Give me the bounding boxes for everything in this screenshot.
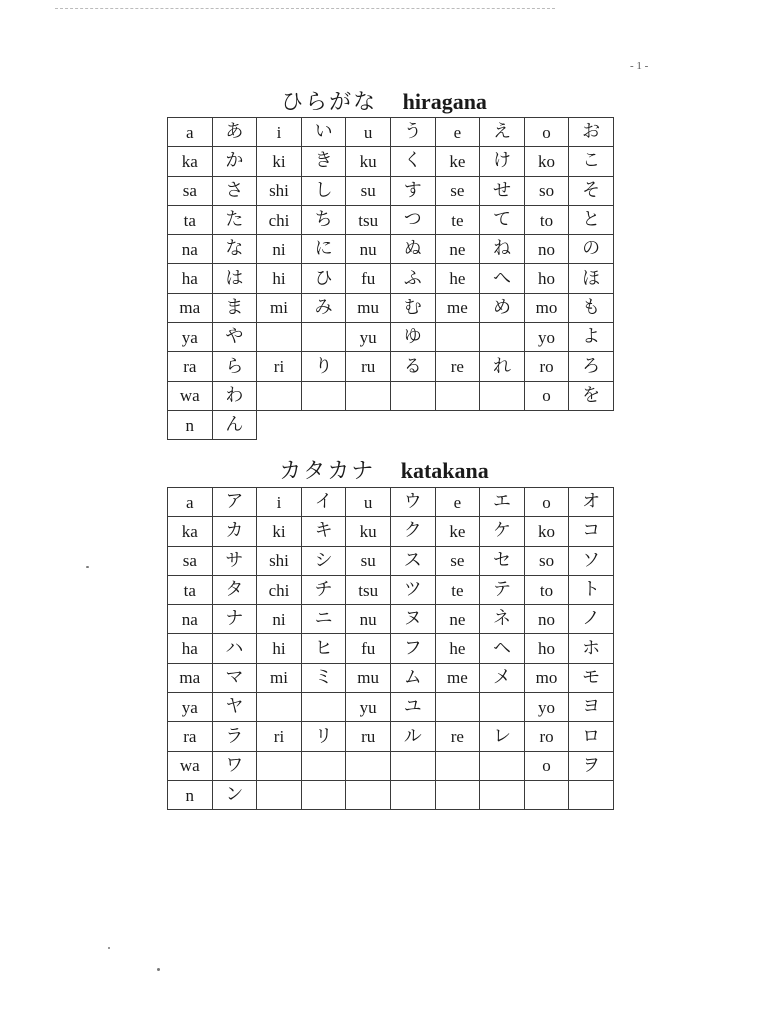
romaji-cell — [346, 780, 391, 809]
kana-cell: に — [301, 235, 346, 264]
katakana-row — [168, 634, 614, 663]
romaji-cell: hi — [257, 264, 302, 293]
blank-cell — [569, 410, 614, 439]
kana-cell: ろ — [569, 352, 614, 381]
romaji-cell: mo — [524, 293, 569, 322]
katakana-row — [168, 751, 614, 780]
kana-cell: ム — [390, 663, 435, 692]
kana-cell: ひ — [301, 264, 346, 293]
romaji-cell: e — [435, 488, 480, 517]
kana-cell: は — [212, 264, 257, 293]
romaji-cell: ra — [168, 352, 213, 381]
kana-cell: を — [569, 381, 614, 410]
kana-cell: る — [390, 352, 435, 381]
romaji-cell: ru — [346, 722, 391, 751]
kana-cell: テ — [480, 575, 525, 604]
kana-cell: カ — [212, 517, 257, 546]
romaji-cell: ko — [524, 517, 569, 546]
romaji-cell: chi — [257, 575, 302, 604]
kana-cell: い — [301, 118, 346, 147]
kana-cell: コ — [569, 517, 614, 546]
romaji-cell: ru — [346, 352, 391, 381]
kana-cell: ト — [569, 575, 614, 604]
kana-cell — [480, 381, 525, 410]
hiragana-title-en: hiragana — [402, 89, 487, 114]
katakana-table — [167, 487, 614, 810]
romaji-cell: nu — [346, 605, 391, 634]
romaji-cell: mi — [257, 663, 302, 692]
kana-cell: す — [390, 176, 435, 205]
romaji-cell: ko — [524, 147, 569, 176]
kana-cell: ス — [390, 546, 435, 575]
kana-cell: ソ — [569, 546, 614, 575]
romaji-cell: re — [435, 722, 480, 751]
romaji-cell: sa — [168, 176, 213, 205]
romaji-cell: yo — [524, 693, 569, 722]
romaji-cell: ku — [346, 517, 391, 546]
kana-cell: ち — [301, 205, 346, 234]
romaji-cell: ku — [346, 147, 391, 176]
romaji-cell — [435, 693, 480, 722]
kana-cell: む — [390, 293, 435, 322]
kana-cell: ユ — [390, 693, 435, 722]
kana-cell: く — [390, 147, 435, 176]
hiragana-title — [0, 88, 768, 116]
kana-cell: ラ — [212, 722, 257, 751]
romaji-cell: o — [524, 751, 569, 780]
page-number: - 1 - — [630, 60, 649, 72]
romaji-cell: se — [435, 176, 480, 205]
romaji-cell: na — [168, 235, 213, 264]
kana-cell: フ — [390, 634, 435, 663]
romaji-cell: so — [524, 176, 569, 205]
katakana-row — [168, 663, 614, 692]
romaji-cell: yu — [346, 323, 391, 352]
romaji-cell: wa — [168, 381, 213, 410]
kana-cell — [390, 381, 435, 410]
hiragana-row — [168, 410, 614, 439]
romaji-cell: e — [435, 118, 480, 147]
romaji-cell: ta — [168, 205, 213, 234]
hiragana-row — [168, 352, 614, 381]
kana-cell: シ — [301, 546, 346, 575]
kana-cell: め — [480, 293, 525, 322]
kana-cell — [480, 751, 525, 780]
kana-cell: ネ — [480, 605, 525, 634]
romaji-cell: su — [346, 546, 391, 575]
hiragana-row — [168, 293, 614, 322]
romaji-cell: tsu — [346, 575, 391, 604]
kana-cell: け — [480, 147, 525, 176]
romaji-cell: te — [435, 575, 480, 604]
romaji-cell: a — [168, 488, 213, 517]
romaji-cell: mu — [346, 663, 391, 692]
kana-cell: ア — [212, 488, 257, 517]
kana-cell — [301, 381, 346, 410]
kana-cell: セ — [480, 546, 525, 575]
kana-cell: チ — [301, 575, 346, 604]
kana-cell: あ — [212, 118, 257, 147]
romaji-cell: ke — [435, 147, 480, 176]
blank-cell — [257, 410, 302, 439]
kana-cell: ヤ — [212, 693, 257, 722]
kana-cell: た — [212, 205, 257, 234]
kana-cell: サ — [212, 546, 257, 575]
romaji-cell: n — [168, 780, 213, 809]
kana-cell — [480, 323, 525, 352]
kana-cell: ノ — [569, 605, 614, 634]
romaji-cell: na — [168, 605, 213, 634]
romaji-cell: ke — [435, 517, 480, 546]
romaji-cell: ha — [168, 264, 213, 293]
hiragana-title-jp: ひらがな — [281, 90, 378, 115]
kana-cell: リ — [301, 722, 346, 751]
kana-cell: ツ — [390, 575, 435, 604]
kana-cell: レ — [480, 722, 525, 751]
romaji-cell: i — [257, 118, 302, 147]
romaji-cell — [346, 381, 391, 410]
romaji-cell — [435, 323, 480, 352]
romaji-cell: ne — [435, 605, 480, 634]
romaji-cell: ho — [524, 264, 569, 293]
kana-cell: ぬ — [390, 235, 435, 264]
kana-cell: な — [212, 235, 257, 264]
romaji-cell: ka — [168, 517, 213, 546]
romaji-cell: wa — [168, 751, 213, 780]
romaji-cell — [257, 693, 302, 722]
scan-speck — [157, 968, 160, 971]
katakana-title-en: katakana — [400, 458, 489, 483]
romaji-cell: me — [435, 663, 480, 692]
kana-cell: う — [390, 118, 435, 147]
kana-cell — [390, 751, 435, 780]
kana-cell: ミ — [301, 663, 346, 692]
scan-speck — [86, 566, 89, 568]
kana-cell: と — [569, 205, 614, 234]
romaji-cell: no — [524, 605, 569, 634]
hiragana-row — [168, 264, 614, 293]
katakana-row — [168, 605, 614, 634]
kana-cell: て — [480, 205, 525, 234]
romaji-cell — [435, 780, 480, 809]
romaji-cell: a — [168, 118, 213, 147]
kana-cell: ほ — [569, 264, 614, 293]
kana-cell: え — [480, 118, 525, 147]
kana-cell — [301, 751, 346, 780]
scan-edge-artifact — [55, 8, 555, 11]
kana-cell — [480, 780, 525, 809]
kana-cell: ヌ — [390, 605, 435, 634]
romaji-cell: u — [346, 118, 391, 147]
blank-cell — [524, 410, 569, 439]
kana-cell: ウ — [390, 488, 435, 517]
romaji-cell: ni — [257, 605, 302, 634]
kana-cell: ワ — [212, 751, 257, 780]
romaji-cell: re — [435, 352, 480, 381]
kana-cell: ゆ — [390, 323, 435, 352]
kana-cell: ナ — [212, 605, 257, 634]
romaji-cell: o — [524, 381, 569, 410]
kana-cell: タ — [212, 575, 257, 604]
romaji-cell: ya — [168, 693, 213, 722]
romaji-cell — [257, 381, 302, 410]
kana-cell: ね — [480, 235, 525, 264]
hiragana-row — [168, 323, 614, 352]
hiragana-row — [168, 235, 614, 264]
kana-cell: エ — [480, 488, 525, 517]
kana-cell: ン — [212, 780, 257, 809]
romaji-cell — [257, 323, 302, 352]
blank-cell — [480, 410, 525, 439]
kana-cell — [390, 780, 435, 809]
kana-cell: つ — [390, 205, 435, 234]
romaji-cell: to — [524, 205, 569, 234]
romaji-cell: hi — [257, 634, 302, 663]
romaji-cell: he — [435, 634, 480, 663]
romaji-cell — [524, 780, 569, 809]
romaji-cell: su — [346, 176, 391, 205]
romaji-cell: ri — [257, 722, 302, 751]
romaji-cell: fu — [346, 264, 391, 293]
kana-cell: ハ — [212, 634, 257, 663]
romaji-cell: tsu — [346, 205, 391, 234]
kana-cell: マ — [212, 663, 257, 692]
romaji-cell: chi — [257, 205, 302, 234]
kana-cell — [480, 693, 525, 722]
kana-cell: ヨ — [569, 693, 614, 722]
romaji-cell: no — [524, 235, 569, 264]
romaji-cell: ki — [257, 147, 302, 176]
kana-cell: り — [301, 352, 346, 381]
katakana-row — [168, 722, 614, 751]
kana-cell: ま — [212, 293, 257, 322]
kana-cell: ニ — [301, 605, 346, 634]
romaji-cell: nu — [346, 235, 391, 264]
romaji-cell: ma — [168, 663, 213, 692]
katakana-row — [168, 780, 614, 809]
kana-cell: オ — [569, 488, 614, 517]
katakana-row — [168, 517, 614, 546]
hiragana-row — [168, 176, 614, 205]
kana-cell: か — [212, 147, 257, 176]
kana-cell: ら — [212, 352, 257, 381]
romaji-cell: ro — [524, 352, 569, 381]
kana-cell: み — [301, 293, 346, 322]
kana-cell: や — [212, 323, 257, 352]
romaji-cell: mu — [346, 293, 391, 322]
kana-cell: キ — [301, 517, 346, 546]
romaji-cell: te — [435, 205, 480, 234]
romaji-cell: ne — [435, 235, 480, 264]
romaji-cell: ni — [257, 235, 302, 264]
kana-cell: ふ — [390, 264, 435, 293]
romaji-cell: sa — [168, 546, 213, 575]
kana-cell: せ — [480, 176, 525, 205]
hiragana-row — [168, 118, 614, 147]
kana-cell: ケ — [480, 517, 525, 546]
romaji-cell: u — [346, 488, 391, 517]
romaji-cell — [257, 780, 302, 809]
kana-cell: れ — [480, 352, 525, 381]
romaji-cell: shi — [257, 176, 302, 205]
kana-cell: そ — [569, 176, 614, 205]
hiragana-row — [168, 205, 614, 234]
romaji-cell: se — [435, 546, 480, 575]
kana-cell: ホ — [569, 634, 614, 663]
katakana-row — [168, 546, 614, 575]
romaji-cell: so — [524, 546, 569, 575]
kana-cell: も — [569, 293, 614, 322]
romaji-cell: mi — [257, 293, 302, 322]
kana-cell — [569, 780, 614, 809]
kana-cell — [301, 780, 346, 809]
romaji-cell: ma — [168, 293, 213, 322]
blank-cell — [435, 410, 480, 439]
romaji-cell: shi — [257, 546, 302, 575]
blank-cell — [301, 410, 346, 439]
katakana-row — [168, 575, 614, 604]
kana-cell: お — [569, 118, 614, 147]
romaji-cell: ki — [257, 517, 302, 546]
kana-cell — [301, 693, 346, 722]
romaji-cell: ha — [168, 634, 213, 663]
katakana-title-jp: カタカナ — [279, 459, 376, 484]
kana-cell: さ — [212, 176, 257, 205]
kana-cell: ん — [212, 410, 257, 439]
kana-cell: き — [301, 147, 346, 176]
romaji-cell — [435, 751, 480, 780]
hiragana-row — [168, 147, 614, 176]
romaji-cell: to — [524, 575, 569, 604]
romaji-cell: n — [168, 410, 213, 439]
romaji-cell: ta — [168, 575, 213, 604]
kana-cell: ヒ — [301, 634, 346, 663]
romaji-cell: i — [257, 488, 302, 517]
romaji-cell: he — [435, 264, 480, 293]
romaji-cell: ya — [168, 323, 213, 352]
kana-cell: イ — [301, 488, 346, 517]
romaji-cell: o — [524, 488, 569, 517]
katakana-row — [168, 693, 614, 722]
blank-cell — [390, 410, 435, 439]
romaji-cell — [435, 381, 480, 410]
romaji-cell: ro — [524, 722, 569, 751]
romaji-cell: ra — [168, 722, 213, 751]
kana-cell — [301, 323, 346, 352]
kana-cell: モ — [569, 663, 614, 692]
kana-cell: ヘ — [480, 634, 525, 663]
kana-cell: の — [569, 235, 614, 264]
romaji-cell: fu — [346, 634, 391, 663]
kana-cell: こ — [569, 147, 614, 176]
romaji-cell: yo — [524, 323, 569, 352]
kana-cell: ロ — [569, 722, 614, 751]
kana-cell: ル — [390, 722, 435, 751]
kana-cell: し — [301, 176, 346, 205]
romaji-cell: ka — [168, 147, 213, 176]
romaji-cell: o — [524, 118, 569, 147]
blank-cell — [346, 410, 391, 439]
romaji-cell: ri — [257, 352, 302, 381]
katakana-row — [168, 488, 614, 517]
romaji-cell: yu — [346, 693, 391, 722]
hiragana-table — [167, 117, 614, 440]
kana-cell: ク — [390, 517, 435, 546]
romaji-cell: me — [435, 293, 480, 322]
hiragana-row — [168, 381, 614, 410]
kana-cell: ヲ — [569, 751, 614, 780]
scan-speck — [108, 947, 110, 949]
kana-cell: よ — [569, 323, 614, 352]
romaji-cell — [257, 751, 302, 780]
romaji-cell: mo — [524, 663, 569, 692]
kana-cell: へ — [480, 264, 525, 293]
kana-cell: メ — [480, 663, 525, 692]
kana-cell: わ — [212, 381, 257, 410]
romaji-cell — [346, 751, 391, 780]
romaji-cell: ho — [524, 634, 569, 663]
katakana-title — [0, 457, 768, 485]
